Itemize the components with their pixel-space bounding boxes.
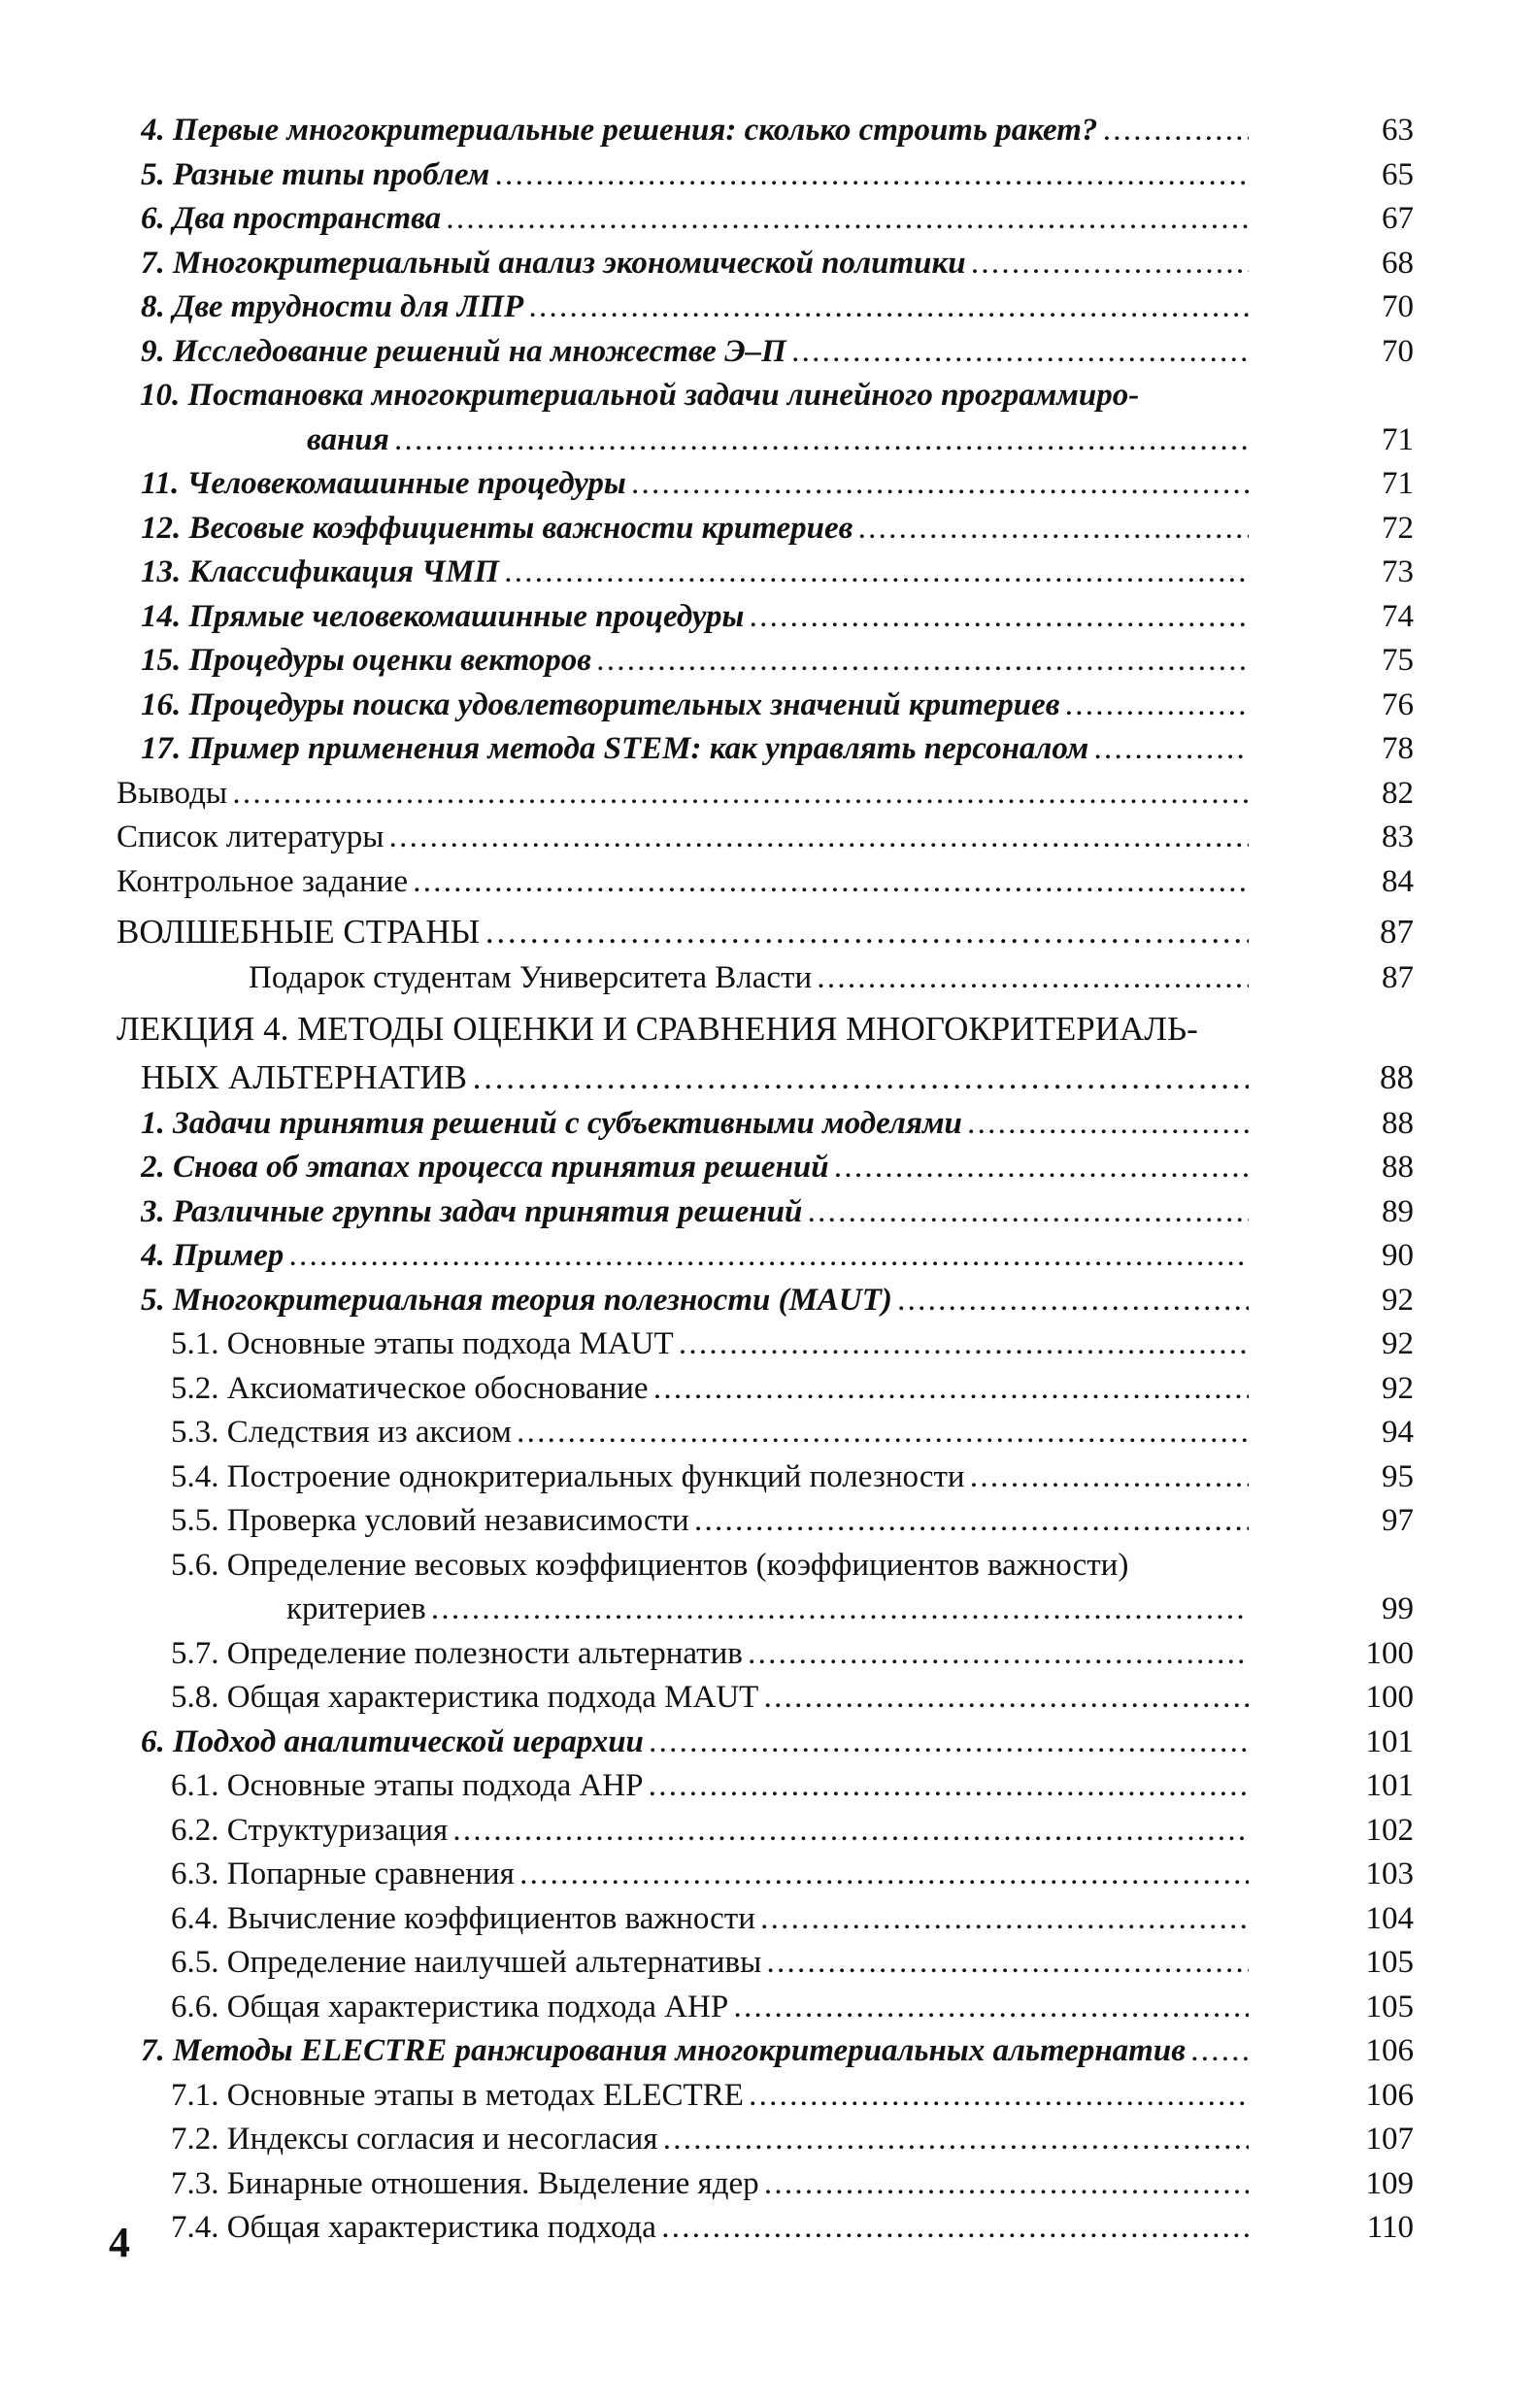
toc-entry-page: 82 bbox=[1382, 775, 1414, 811]
toc-lecture-heading-line[interactable]: ЛЕКЦИЯ 4. МЕТОДЫ ОЦЕНКИ И СРАВНЕНИЯ МНОГОКРИТЕРИАЛЬ- bbox=[117, 1009, 1198, 1048]
toc-entry[interactable] bbox=[117, 727, 1414, 772]
toc-entry-page: 72 bbox=[1382, 510, 1414, 546]
toc-entry-title: НЫХ АЛЬТЕРНАТИВ . . . bbox=[141, 1054, 1249, 1102]
toc-entry-page: 100 bbox=[1365, 1680, 1414, 1715]
toc-entry-title: 12. Весовые коэффициенты важности критериев . . . bbox=[141, 507, 1249, 552]
toc-entry-page: 104 bbox=[1365, 1900, 1414, 1936]
toc-subentry[interactable] bbox=[117, 2118, 1414, 2162]
toc-entry-page: 103 bbox=[1365, 1856, 1414, 1891]
toc-subentry[interactable] bbox=[117, 1455, 1414, 1500]
toc-entry-title: 5. Разные типы проблем . . . bbox=[141, 153, 1249, 198]
toc-entry[interactable] bbox=[117, 639, 1414, 684]
toc-entry-title: 8. Две трудности для ЛПР . . . bbox=[141, 285, 1249, 330]
toc-entry-title: 7.1. Основные этапы в методах ELECTRE . . . bbox=[171, 2074, 1249, 2119]
toc-entry[interactable] bbox=[117, 551, 1414, 595]
toc-entry-page: 88 bbox=[1380, 1057, 1414, 1096]
toc-entry-title: 16. Процедуры поиска удовлетворительных значений критериев . . . bbox=[141, 684, 1249, 728]
toc-entry-page: 88 bbox=[1382, 1105, 1414, 1141]
toc-entry[interactable] bbox=[117, 285, 1414, 330]
toc-entry-page: 75 bbox=[1382, 643, 1414, 678]
toc-entry[interactable] bbox=[117, 418, 1414, 463]
page-number: 4 bbox=[109, 2219, 130, 2266]
toc-entry[interactable] bbox=[117, 1190, 1414, 1235]
toc-entry-page: 97 bbox=[1382, 1503, 1414, 1538]
toc-entry-title: 6.5. Определение наилучшей альтернативы . . . bbox=[171, 1941, 1249, 1986]
toc-entry-page: 87 bbox=[1382, 960, 1414, 995]
toc-entry-title: 6.2. Структуризация . . . bbox=[171, 1809, 1249, 1854]
toc-entry[interactable] bbox=[117, 153, 1414, 198]
toc-entry-title: Список литературы . . . bbox=[117, 816, 1249, 860]
toc-subentry[interactable] bbox=[117, 1853, 1414, 1897]
toc-entry-page: 101 bbox=[1365, 1723, 1414, 1759]
toc-entry-title: 7.2. Индексы согласия и несогласия . . . bbox=[171, 2118, 1249, 2162]
toc-entry-title: Выводы . . . bbox=[117, 772, 1249, 817]
toc-entry-title: 5.4. Построение однокритериальных функций полезности . . . bbox=[171, 1455, 1249, 1500]
toc-entry-page: 84 bbox=[1382, 863, 1414, 899]
toc-entry-title: 17. Пример применения метода STEM: как управлять персоналом . . . bbox=[141, 727, 1249, 772]
toc-subentry-wrapped-line[interactable]: 5.6. Определение весовых коэффициентов (коэффициентов важности) bbox=[171, 1547, 1129, 1583]
toc-entry-page: 92 bbox=[1382, 1370, 1414, 1406]
toc-entry-title: 6.6. Общая характеристика подхода AHP . . . bbox=[171, 1986, 1249, 2030]
toc-entry-page: 110 bbox=[1366, 2210, 1414, 2245]
toc-entry-title: 14. Прямые человекомашинные процедуры . . . bbox=[141, 595, 1249, 640]
toc-subentry[interactable] bbox=[117, 2162, 1414, 2207]
toc-entry[interactable] bbox=[117, 1234, 1414, 1279]
toc-entry-conclusions[interactable] bbox=[117, 772, 1414, 817]
toc-entry-page: 105 bbox=[1365, 1945, 1414, 1980]
toc-subentry[interactable] bbox=[117, 1764, 1414, 1809]
toc-entry-title: вания . . . bbox=[307, 418, 1249, 463]
toc-entry[interactable] bbox=[117, 109, 1414, 153]
toc-entry-page: 63 bbox=[1382, 113, 1414, 148]
toc-entry-title: ВОЛШЕБНЫЕ СТРАНЫ . . . bbox=[117, 908, 1249, 956]
toc-entry-title: 5.1. Основные этапы подхода MAUT . . . bbox=[171, 1322, 1249, 1367]
toc-entry-lecture4[interactable] bbox=[117, 1054, 1414, 1102]
toc-entry-page: 102 bbox=[1365, 1812, 1414, 1848]
toc-entry-page: 78 bbox=[1382, 731, 1414, 766]
toc-subentry[interactable] bbox=[117, 2074, 1414, 2119]
toc-entry-title: 4. Первые многокритериальные решения: сколько строить ракет? . . . bbox=[141, 109, 1249, 153]
toc-entry-title: 11. Человекомашинные процедуры . . . bbox=[141, 462, 1249, 507]
toc-entry-title: 6. Подход аналитической иерархии . . . bbox=[141, 1721, 1249, 1765]
toc-entry-title: 6.4. Вычисление коэффициентов важности . . . bbox=[171, 1897, 1249, 1942]
toc-entry-title: критериев . . . bbox=[286, 1588, 1249, 1632]
toc-entry-gift[interactable] bbox=[117, 956, 1414, 1001]
toc-entry-page: 74 bbox=[1382, 598, 1414, 634]
toc-entry[interactable] bbox=[117, 684, 1414, 728]
toc-entry-page: 100 bbox=[1365, 1635, 1414, 1671]
table-of-contents bbox=[117, 109, 1414, 2251]
toc-entry-title: 7.3. Бинарные отношения. Выделение ядер . . . bbox=[171, 2162, 1249, 2207]
toc-entry-title: Контрольное задание . . . bbox=[117, 860, 1249, 905]
toc-entry-page: 105 bbox=[1365, 1989, 1414, 2024]
toc-entry-title: 13. Классификация ЧМП . . . bbox=[141, 551, 1249, 595]
toc-entry-title: 6. Два пространства . . . bbox=[141, 197, 1249, 242]
toc-entry-title: 6.3. Попарные сравнения . . . bbox=[171, 1853, 1249, 1897]
toc-entry[interactable] bbox=[117, 462, 1414, 507]
toc-subentry[interactable] bbox=[117, 1588, 1414, 1632]
toc-subentry[interactable] bbox=[117, 1986, 1414, 2030]
toc-entry-page: 92 bbox=[1382, 1282, 1414, 1318]
toc-entry-page: 101 bbox=[1365, 1768, 1414, 1803]
toc-entry[interactable] bbox=[117, 197, 1414, 242]
toc-entry[interactable] bbox=[117, 595, 1414, 640]
toc-subentry[interactable] bbox=[117, 1632, 1414, 1677]
toc-entry-page: 92 bbox=[1382, 1326, 1414, 1361]
toc-entry-page: 65 bbox=[1382, 156, 1414, 192]
toc-entry-page: 94 bbox=[1382, 1415, 1414, 1450]
toc-entry-page: 89 bbox=[1382, 1193, 1414, 1229]
toc-entry[interactable] bbox=[117, 1279, 1414, 1323]
toc-entry-title: 5. Многокритериальная теория полезности (MAUT) . . . bbox=[141, 1279, 1249, 1323]
toc-entry-wrapped-line[interactable]: 10. Постановка многокритериальной задачи линейного программиро- bbox=[140, 378, 1140, 413]
toc-entry-title: Подарок студентам Университета Власти . . . bbox=[249, 956, 1249, 1001]
toc-entry-page: 70 bbox=[1382, 333, 1414, 369]
toc-subentry[interactable] bbox=[117, 1809, 1414, 1854]
toc-entry-title: 3. Различные группы задач принятия решений . . . bbox=[141, 1190, 1249, 1235]
toc-entry[interactable] bbox=[117, 1146, 1414, 1190]
toc-entry-title: 5.3. Следствия из аксиом . . . bbox=[171, 1411, 1249, 1455]
toc-entry-page: 67 bbox=[1382, 201, 1414, 236]
toc-entry-title: 2. Снова об этапах процесса принятия решений . . . bbox=[141, 1146, 1249, 1190]
toc-subentry[interactable] bbox=[117, 1499, 1414, 1544]
toc-subentry[interactable] bbox=[117, 1411, 1414, 1455]
toc-entry-title: 5.2. Аксиоматическое обоснование . . . bbox=[171, 1367, 1249, 1412]
toc-entry-title: 7. Методы ELECTRE ранжирования многокритериальных альтернатив . . . bbox=[141, 2029, 1249, 2074]
toc-entry-page: 107 bbox=[1365, 2122, 1414, 2157]
toc-subentry[interactable] bbox=[117, 1897, 1414, 1942]
toc-entry-page: 95 bbox=[1382, 1458, 1414, 1494]
toc-entry-page: 71 bbox=[1382, 466, 1414, 501]
toc-entry-page: 71 bbox=[1382, 421, 1414, 457]
toc-entry-page: 109 bbox=[1365, 2165, 1414, 2201]
toc-entry-title: 4. Пример . . . bbox=[141, 1234, 1249, 1279]
toc-entry-page: 88 bbox=[1382, 1150, 1414, 1185]
toc-entry-page: 73 bbox=[1382, 554, 1414, 589]
toc-entry[interactable] bbox=[117, 330, 1414, 375]
toc-entry-page: 83 bbox=[1382, 819, 1414, 854]
toc-entry-title: 5.8. Общая характеристика подхода MAUT . . . bbox=[171, 1676, 1249, 1721]
toc-subentry[interactable] bbox=[117, 1941, 1414, 1986]
toc-entry-title: 7. Многокритериальный анализ экономической политики . . . bbox=[141, 242, 1249, 286]
toc-subentry[interactable] bbox=[117, 2206, 1414, 2251]
toc-entry-page: 106 bbox=[1365, 2077, 1414, 2113]
toc-entry-title: 15. Процедуры оценки векторов . . . bbox=[141, 639, 1249, 684]
toc-subentry[interactable] bbox=[117, 1676, 1414, 1721]
toc-entry-title: 9. Исследование решений на множестве Э–П . . . bbox=[141, 330, 1249, 375]
toc-entry[interactable] bbox=[117, 1721, 1414, 1765]
toc-entry[interactable] bbox=[117, 1102, 1414, 1147]
toc-entry-title: 5.5. Проверка условий независимости . . . bbox=[171, 1499, 1249, 1544]
toc-entry[interactable] bbox=[117, 507, 1414, 552]
toc-entry-title: 5.7. Определение полезности альтернатив . . . bbox=[171, 1632, 1249, 1677]
toc-entry-page: 76 bbox=[1382, 686, 1414, 722]
toc-entry-page: 106 bbox=[1365, 2033, 1414, 2068]
toc-entry-references[interactable] bbox=[117, 816, 1414, 860]
toc-entry[interactable] bbox=[117, 2029, 1414, 2074]
toc-entry[interactable] bbox=[117, 242, 1414, 286]
toc-entry-page: 70 bbox=[1382, 289, 1414, 324]
toc-entry-title: 7.4. Общая характеристика подхода . . . bbox=[171, 2206, 1249, 2251]
toc-entry-page: 68 bbox=[1382, 245, 1414, 281]
toc-entry-page: 87 bbox=[1380, 913, 1414, 951]
toc-entry-page: 90 bbox=[1382, 1238, 1414, 1273]
toc-subentry[interactable] bbox=[117, 1367, 1414, 1412]
toc-entry-page: 99 bbox=[1382, 1591, 1414, 1626]
toc-entry-assignment[interactable] bbox=[117, 860, 1414, 905]
toc-entry-title: 6.1. Основные этапы подхода AHP . . . bbox=[171, 1764, 1249, 1809]
toc-entry-title: 1. Задачи принятия решений с субъективными моделями . . . bbox=[141, 1102, 1249, 1147]
toc-entry-magic-countries[interactable] bbox=[117, 908, 1414, 956]
toc-subentry[interactable] bbox=[117, 1322, 1414, 1367]
